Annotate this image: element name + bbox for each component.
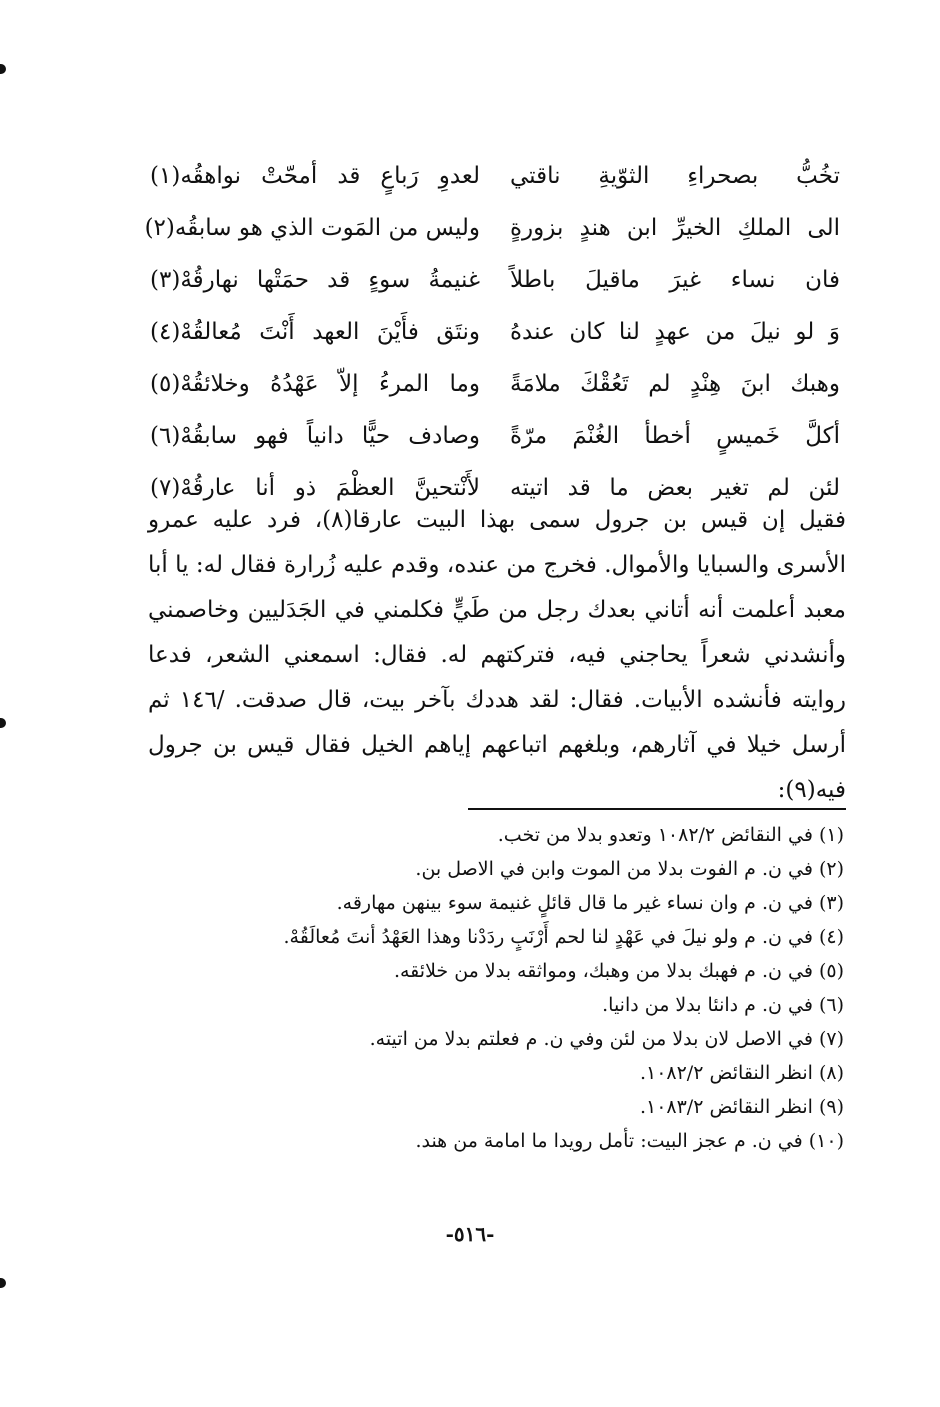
verse-second-hemistich: لعدوِ رَباعٍ قد أمحّتْ نواهقُه(١) [150, 163, 480, 189]
verse-second-hemistich: وصادف حيًّا دانياً فهو سابقُهْ(٦) [150, 423, 480, 449]
poem-verse [150, 358, 840, 410]
body-paragraph-block [148, 498, 846, 813]
verse-second-hemistich: لأَنْتحينَّ العظْمَ ذو أنا عارقُهْ(٧) [150, 475, 480, 501]
scan-margin-mark [0, 64, 6, 74]
scan-margin-mark [0, 1278, 6, 1288]
footnote: (٦) في ن. م دانئا بدلا من دانيا. [602, 994, 844, 1016]
verse-first-hemistich: وَ لو نيلَ من عهدٍ لنا كان عندهُ [510, 319, 840, 345]
verse-second-hemistich: وليس من المَوت الذي هو سابقُه(٢) [144, 215, 480, 241]
verse-first-hemistich: فان نساء غيرَ ماقيلَ باطلاً [510, 267, 840, 293]
footnote: (٧) في الاصل لان بدلا من لئن وفي ن. م فعلتم بدلا من اتيته. [369, 1028, 844, 1050]
footnote: (٢) في ن. م الفوت بدلا من الموت وابن في الاصل بن. [415, 858, 844, 880]
poem-verse [150, 254, 840, 306]
verse-first-hemistich: أكلَّ خَميسٍ أخطأ الغُنْمَ مرّةً [510, 423, 840, 449]
scan-margin-mark [0, 718, 6, 728]
verse-first-hemistich: تخُبُّ بصحراءِ الثوّيةِ ناقتي [510, 163, 840, 189]
poem-verse [150, 306, 840, 358]
footnote: (٩) انظر النقائض ١٠٨٣/٢. [639, 1096, 844, 1118]
poem-block [144, 150, 840, 514]
footnote: (٣) في ن. م وان نساء غير ما قال قائلٍ غنيمة سوء بينهن مهارقه. [336, 892, 844, 914]
footnote: (١٠) في ن. م عجز البيت: تأمل رويدا ما امامة من هند. [415, 1130, 844, 1152]
poem-verse [150, 410, 840, 462]
page-number: -٥١٦- [445, 1222, 495, 1246]
verse-first-hemistich: الى الملكِ الخيرِّ ابن هندٍ بزورةٍ [510, 215, 840, 241]
poem-verse [150, 150, 840, 202]
footnote: (١) في النقائض ١٠٨٢/٢ وتعدو بدلا من تخب. [497, 824, 844, 846]
footnote-separator [468, 808, 846, 810]
verse-second-hemistich: ونتَق فأَيْنَ العهد أَنْتَ مُعالقُهْ(٤) [150, 319, 480, 345]
footnote: (٨) انظر النقائض ١٠٨٢/٢. [639, 1062, 844, 1084]
footnote: (٤) في ن. م ولو نيلَ في عَهْدٍ لنا لحم أَرْنَبٍ ردَدْنا وهذا العَهْدُ أنتَ مُعالَقُهْ. [283, 926, 844, 948]
verse-second-hemistich: وما المرءُ إلاّ عَهْدُهُ وخلائقُهْ(٥) [150, 371, 480, 397]
poem-verse [144, 202, 840, 254]
verse-first-hemistich: وهبك ابنَ هِنْدٍ لم تَعُقْكَ ملامَةً [510, 371, 840, 397]
verse-first-hemistich: لئن لم تغير بعض ما قد اتيته [510, 475, 840, 501]
footnotes [148, 818, 844, 1158]
verse-second-hemistich: غنيمةُ سوءٍ قد حمَتْها نهارقُهْ(٣) [150, 267, 480, 293]
body-paragraph: فقيل إن قيس بن جرول سمى بهذا البيت عارقا(٨)، فرد عليه عمرو الأسرى والسبايا والأموال. فخرج من عنده، وقدم عليه زُرارة فقال له: يا أبا معبد أعلمت أنه أتاني بعدك رجل من طَيٍّ فكلمني في الجَدَليين وخاصمني وأنشدني شعراً يحاجني فيه، فتركتهم له. فقال: اسمعني الشعر، فدعا روايته فأنشده الأبيات. فقال: لقد هددك بآخر بيت، قال صدقت. /١٤٦ ثم أرسل خيلا في آثارهم، وبلغهم اتباعهم إياهم الخيل فقال قيس بن جرول فيه(٩): [148, 507, 846, 803]
footnote: (٥) في ن. م فهبك بدلا من وهبك، ومواثقه بدلا من خلائقه. [393, 960, 844, 982]
